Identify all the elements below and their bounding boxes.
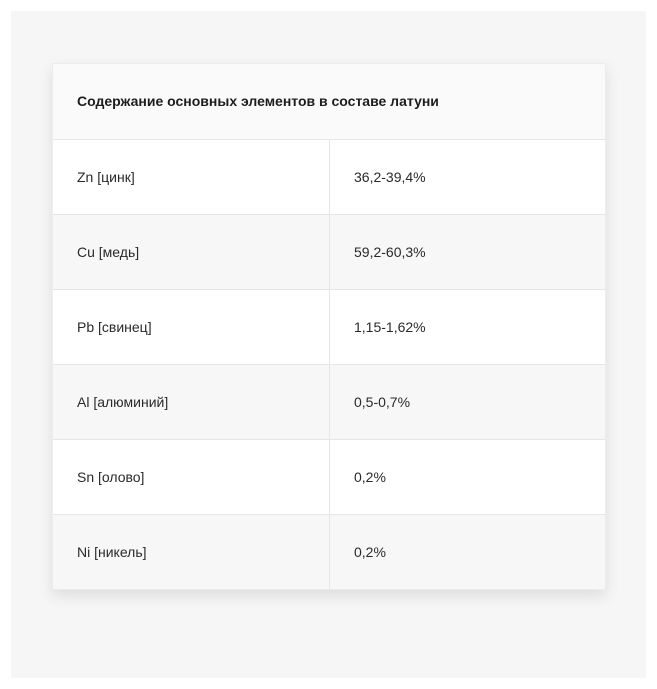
- element-name-cell: Cu [медь]: [53, 215, 330, 290]
- table-row: [53, 515, 605, 590]
- table-row: [53, 140, 605, 215]
- table-row: [53, 290, 605, 365]
- element-value-cell: 59,2-60,3%: [330, 215, 606, 290]
- element-name-cell: Pb [свинец]: [53, 290, 330, 365]
- element-value-cell: 0,5-0,7%: [330, 365, 606, 440]
- element-value-cell: 36,2-39,4%: [330, 140, 606, 215]
- element-value-cell: 0,2%: [330, 515, 606, 590]
- element-name-cell: Zn [цинк]: [53, 140, 330, 215]
- element-value-cell: 1,15-1,62%: [330, 290, 606, 365]
- table-row: [53, 365, 605, 440]
- element-name-cell: Ni [никель]: [53, 515, 330, 590]
- composition-table: [53, 140, 605, 589]
- composition-table-card: [52, 63, 606, 590]
- page-background: [11, 11, 646, 678]
- element-name-cell: Sn [олово]: [53, 440, 330, 515]
- element-name-cell: Al [алюминий]: [53, 365, 330, 440]
- table-title: Содержание основных элементов в составе латуни: [53, 64, 605, 140]
- element-value-cell: 0,2%: [330, 440, 606, 515]
- table-row: [53, 440, 605, 515]
- table-row: [53, 215, 605, 290]
